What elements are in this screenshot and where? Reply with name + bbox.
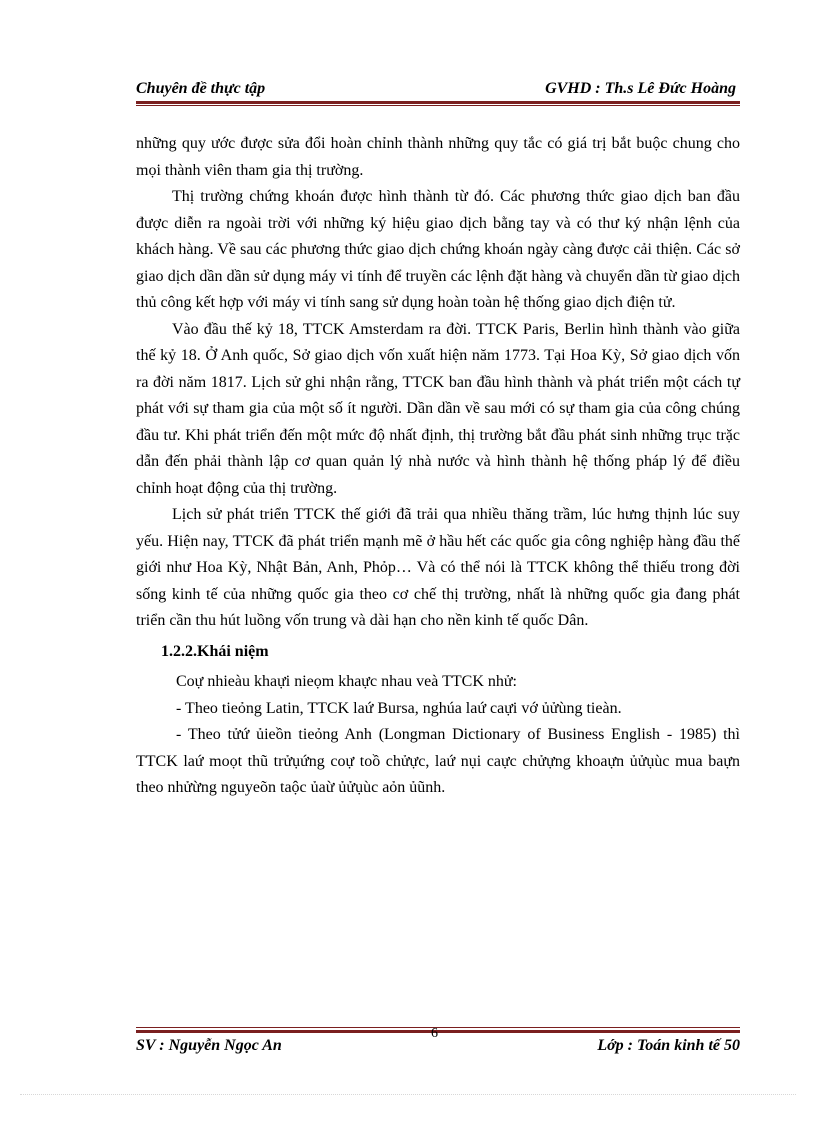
header-rule-thick (136, 101, 740, 104)
concept-latin: - Theo tieỏng Latin, TTCK laứ Bursa, nghúa laứ caựi vớ ủửùng tieàn. (176, 699, 622, 717)
concept-dictionary: - Theo tửứ ủieồn tieỏng Anh (Longman Dictionary of Business English - 1985) thì TTCK laứ moọt thũ trửụứng coự toồ chửực, laứ nụi caực chửựng khoaựn ủửụùc mua baựn theo nhửừng nguyeõn taộc ủaừ ủửụùc aỏn ủũnh. (136, 726, 740, 796)
paragraph-market-formation: Thị trường chứng khoán được hình thành từ đó. Các phương thức giao dịch ban đầu được diễn ra ngoài trời với những ký hiệu giao dịch bằng tay và có thư ký nhận lệnh của khách hàng. Về sau các phương thức giao dịch chứng khoán ngày càng được cải thiện. Các sở giao dịch dần dần sử dụng máy vi tính để truyền các lệnh đặt hàng và chuyển dần từ giao dịch thủ công kết hợp với máy vi tính sang sử dụng hoàn toàn hệ thống giao dịch điện tử. (136, 188, 740, 311)
paragraph-history: Vào đầu thế kỷ 18, TTCK Amsterdam ra đời. TTCK Paris, Berlin hình thành vào giữa thế kỷ 18. Ở Anh quốc, Sở giao dịch vốn xuất hiện năm 1773. Tại Hoa Kỳ, Sở giao dịch vốn ra đời năm 1817. Lịch sử ghi nhận rằng, TTCK ban đầu hình thành và phát triển một cách tự phát với sự tham gia của một số ít người. Dần dần về sau mới có sự tham gia của công chúng đầu tư. Khi phát triển đến một mức độ nhất định, thị trường bắt đầu phát sinh những trục trặc dẫn đến phải thành lập cơ quan quản lý nhà nước và hình thành hệ thống pháp lý để điều chỉnh hoạt động của thị trường. (136, 320, 740, 497)
header-title: Chuyên đề thực tập (136, 80, 266, 97)
page-header (136, 80, 740, 102)
footer-class: Lớp : Toán kinh tế 50 (597, 1037, 740, 1054)
footer-rule-thick (136, 1030, 740, 1033)
footer-rule-thin (136, 1027, 740, 1028)
paragraph-development: Lịch sử phát triển TTCK thế giới đã trải qua nhiều thăng trầm, lúc hưng thịnh lúc suy yếu. Hiện nay, TTCK đã phát triển mạnh mẽ ở hầu hết các quốc gia công nghiệp hàng đầu thế giới như Hoa Kỳ, Nhật Bản, Anh, Phỏp… Và có thể nói là TTCK không thể thiếu trong đời sống kinh tế của những quốc gia theo cơ chế thị trường, nhất là những quốc gia đang phát triển cần thu hút luồng vốn trung và dài hạn cho nền kinh tế quốc Dân. (136, 506, 740, 629)
page-number: 6 (431, 1026, 438, 1041)
header-rule-thin (136, 105, 740, 106)
concept-intro: Coự nhieàu khaựi nieọm khaực nhau veà TTCK nhử: (176, 673, 517, 690)
page-bottom-edge (20, 1094, 796, 1095)
document-body (136, 131, 740, 802)
footer-student: SV : Nguyễn Ngọc An (136, 1037, 282, 1054)
header-advisor: GVHD : Th.s Lê Đức Hoàng (545, 80, 736, 97)
page-footer (136, 1037, 740, 1059)
section-heading: 1.2.2.Khái niệm (161, 642, 269, 660)
paragraph-continuation: những quy ước được sửa đổi hoàn chỉnh thành những quy tắc có giá trị bắt buộc chung cho mọi thành viên tham gia thị trường. (136, 135, 740, 179)
